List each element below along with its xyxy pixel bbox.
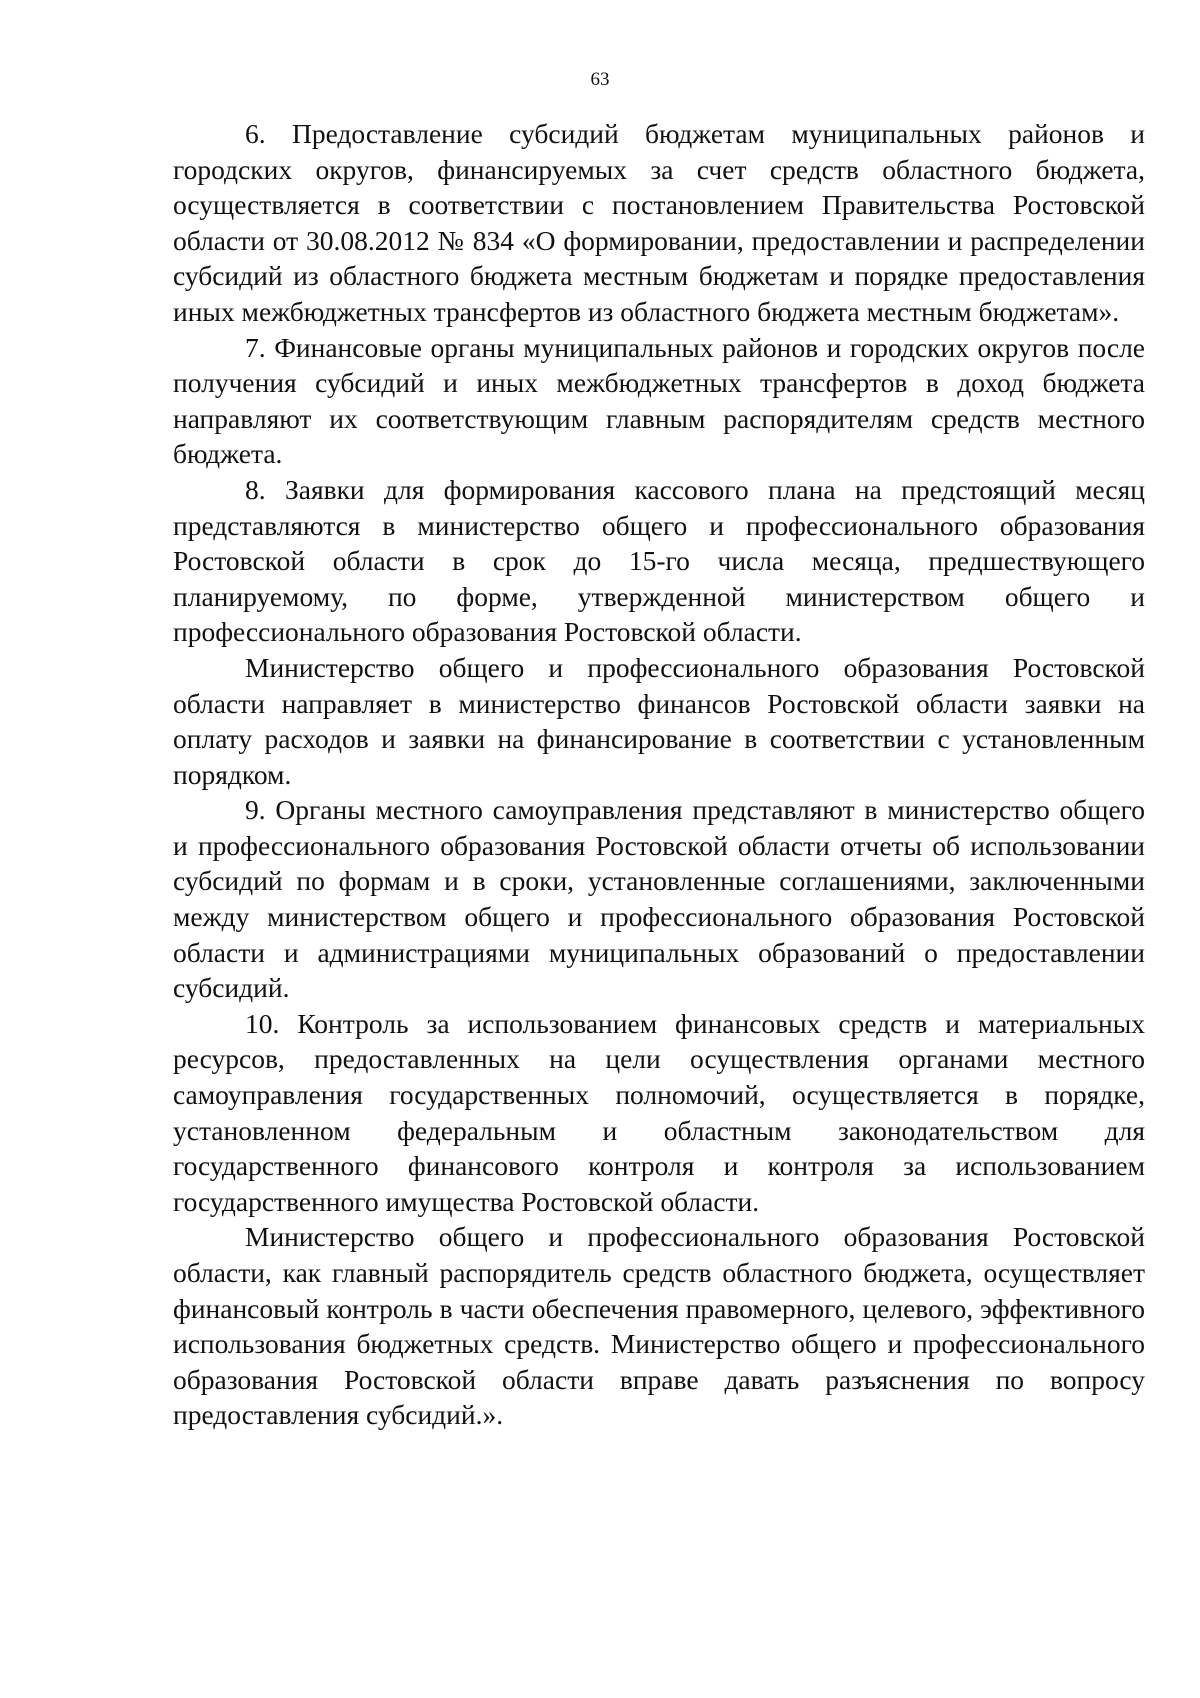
paragraph-10-control: 10. Контроль за использованием финансовых средств и материальных ресурсов, предоставленных на цели осуществления органами местного самоуправления государственных полномочий, осуществляется в порядке, установленном федеральным и областным законодательством для государственного финансового контроля и контроля за использованием государственного имущества Ростовской области. (173, 1007, 1145, 1217)
paragraph-8-cash-plan-requests: 8. Заявки для формирования кассового плана на предстоящий месяц представляются в министерство общего и профессионального образования Ростовской области в срок до 15-го числа месяца, предшествующего планируемому, по форме, утвержденной министерством общего и профессионального образования Ростовской области. (173, 473, 1145, 648)
paragraph-6-subsidies-provision: 6. Предоставление субсидий бюджетам муниципальных районов и городских округов, финансируемых за счет средств областного бюджета, осуществляется в соответствии с постановлением Правительства Ростовской области от 30.08.2012 № 834 «О формировании, предоставлении и распределении субсидий из областного бюджета местным бюджетам и порядке предоставления иных межбюджетных трансфертов из областного бюджета местным бюджетам». (173, 118, 1145, 327)
paragraph-9-reports: 9. Органы местного самоуправления представляют в министерство общего и профессионального образования Ростовской области отчеты об использовании субсидий по формам и в сроки, установленные соглашениями, заключенными между министерством общего и профессионального образования Ростовской области и администрациями муниципальных образований о предоставлении субсидий. (173, 794, 1145, 1004)
paragraph-7-financial-bodies: 7. Финансовые органы муниципальных районов и городских округов после получения субсидий и иных межбюджетных трансфертов в доход бюджета направляют их соответствующим главным распорядителям средств местного бюджета. (173, 331, 1145, 470)
paragraph-ministry-financial-control: Министерство общего и профессионального образования Ростовской области, как главный распорядитель средств областного бюджета, осуществляет финансовый контроль в части обеспечения правомерного, целевого, эффективного использования бюджетных средств. Министерство общего и профессионального образования Ростовской области вправе давать разъяснения по вопросу предоставления субсидий.». (173, 1221, 1145, 1431)
page-number: 63 (590, 69, 610, 90)
paragraph-ministry-requests: Министерство общего и профессионального образования Ростовской области направляет в министерство финансов Ростовской области заявки на оплату расходов и заявки на финансирование в соответствии с установленным порядком. (173, 651, 1145, 790)
document-body (173, 116, 1145, 1433)
